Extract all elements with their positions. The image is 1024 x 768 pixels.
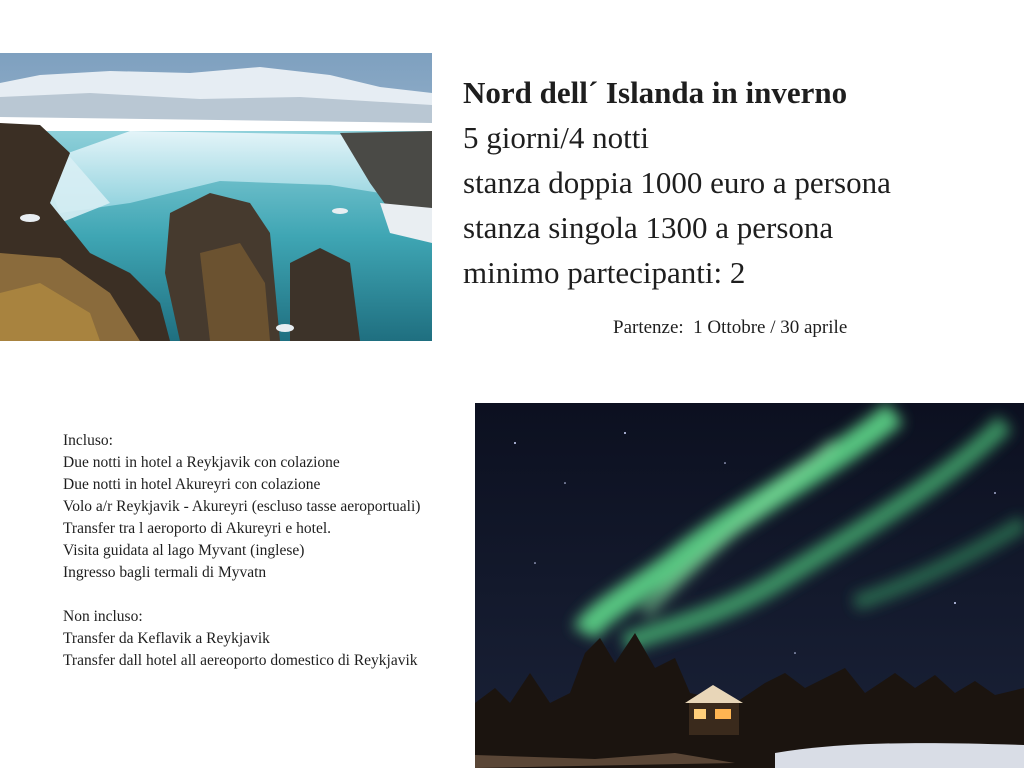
northern-lights-photo (475, 403, 1024, 768)
included-item: Transfer tra l aeroporto di Akureyri e hotel. (63, 520, 332, 537)
minimum-participants: minimo partecipanti: 2 (463, 255, 746, 290)
inclusions-list (63, 430, 463, 672)
included-item: Due notti in hotel Akureyri con colazione (63, 476, 321, 493)
tour-duration: 5 giorni/4 notti (463, 120, 649, 155)
included-item: Volo a/r Reykjavik - Akureyri (escluso tasse aeroportuali) (63, 498, 421, 515)
double-room-price: stanza doppia 1000 euro a persona (463, 165, 891, 200)
waterfall-photo (0, 53, 432, 341)
list-spacer (63, 584, 463, 606)
tour-summary (463, 70, 1003, 295)
tour-title: Nord dell´ Islanda in inverno (463, 75, 848, 110)
single-room-price: stanza singola 1300 a persona (463, 210, 834, 245)
included-item: Visita guidata al lago Myvant (inglese) (63, 542, 305, 559)
included-heading: Incluso: (63, 432, 113, 449)
included-item: Ingresso bagli termali di Myvatn (63, 564, 267, 581)
departure-dates: Partenze: 1 Ottobre / 30 aprile (613, 317, 848, 338)
not-included-heading: Non incluso: (63, 608, 143, 625)
not-included-item: Transfer dall hotel all aereoporto domestico di Reykjavik (63, 652, 418, 669)
included-item: Due notti in hotel a Reykjavik con colazione (63, 454, 340, 471)
not-included-item: Transfer da Keflavik a Reykjavik (63, 630, 270, 647)
